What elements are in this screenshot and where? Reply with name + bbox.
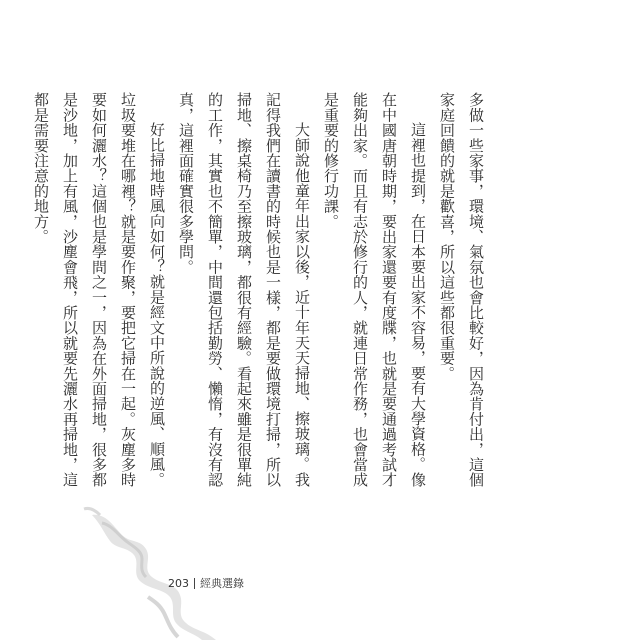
body-text [26, 92, 490, 492]
book-title: 經典選錄 [200, 577, 244, 590]
paragraph-2: 這裡也提到，在日本要出家不容易，要有大學資格。像在中國唐朝時期，要出家還要有度牒，也就是要通過考試才能夠出家。而且有志於修行的人，就連日常作務，也會當成是重要的修行功課。 [322, 92, 427, 488]
paragraph-1: 多做一些家事，環境、氣氛也會比較好，因為肯付出，這個家庭回饋的就是歡喜，所以這些都很重要。 [438, 92, 485, 488]
page-footer [168, 575, 244, 591]
paragraph-4: 好比掃地時風向如何？就是經文中所說的逆風、順風。垃圾要堆在哪裡？就是要作聚，要把它掃在一起。灰塵多時要如何灑水？這個也是學問之一，因為在外面掃地，很多都是沙地，加上有風，沙塵會飛，所以就要先灑水再掃地，這都是需要注意的地方。 [32, 92, 166, 488]
page-number: 203 [168, 576, 189, 590]
footer-divider [194, 578, 195, 589]
ink-wash-stroke-upper [84, 508, 100, 515]
paragraph-3: 大師說他童年出家以後，近十年天天掃地、擦玻璃。我記得我們在讀書的時候也是一樣，都是要做環境打掃，所以掃地、擦桌椅乃至擦玻璃，都很有經驗。看起來雖是很單純的工作，其實也不簡單，中間還包括勤勞、懶惰，有沒有認真，這裡面確實很多學問。 [177, 92, 311, 488]
ink-wash-decoration [82, 505, 222, 640]
